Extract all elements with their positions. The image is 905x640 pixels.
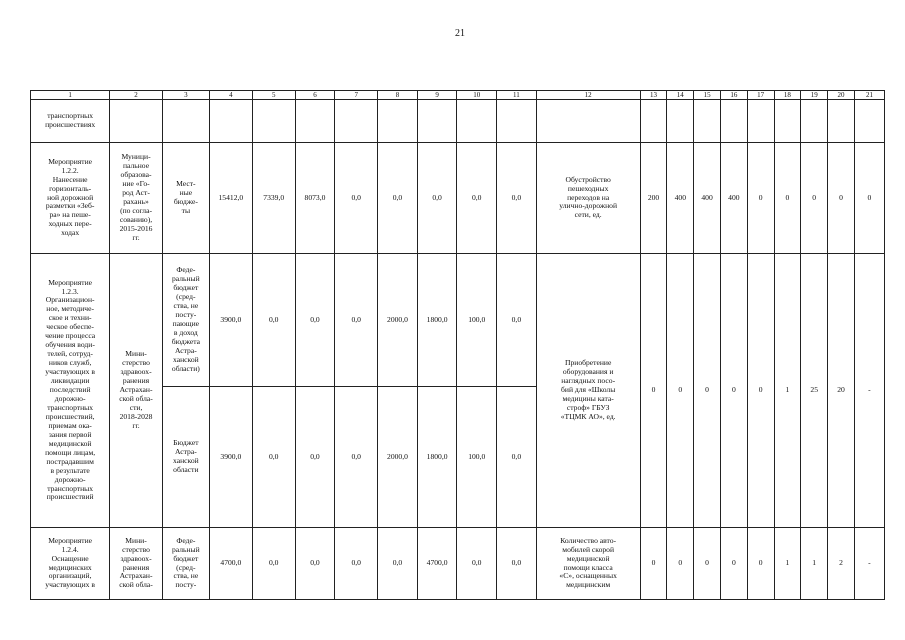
- indicator-cell: Количество авто- мобилей скорой медицинской помощи класса «С», оснащенных медицинским: [536, 528, 640, 600]
- funding-source-cell: Феде- ральный бюджет (сред- ства, не посту-: [162, 528, 209, 600]
- empty-cell: [457, 100, 497, 143]
- target-cell: 0: [747, 528, 774, 600]
- header-cell: 15: [694, 91, 721, 100]
- target-cell: 400: [720, 143, 747, 254]
- target-cell: 0: [640, 254, 667, 528]
- measure-name-cell: Мероприятие 1.2.2. Нанесение горизонталь- ной дорожной разметки «Зеб- ра» на пеше- ходных пере- ходах: [31, 143, 110, 254]
- value-cell: 15412,0: [209, 143, 252, 254]
- target-cell: 0: [694, 528, 721, 600]
- empty-cell: [378, 100, 418, 143]
- value-cell: 100,0: [457, 254, 497, 387]
- value-cell: 0,0: [295, 387, 335, 528]
- header-cell: 3: [162, 91, 209, 100]
- value-cell: 2000,0: [378, 387, 418, 528]
- value-cell: 0,0: [417, 143, 457, 254]
- value-cell: 0,0: [335, 143, 378, 254]
- table-row: [31, 528, 885, 600]
- empty-cell: [536, 100, 640, 143]
- target-cell: 400: [694, 143, 721, 254]
- table-row: [31, 143, 885, 254]
- value-cell: 4700,0: [417, 528, 457, 600]
- header-cell: 1: [31, 91, 110, 100]
- funding-source-cell: Мест- ные бюдже- ты: [162, 143, 209, 254]
- target-cell: 200: [640, 143, 667, 254]
- value-cell: 0,0: [295, 254, 335, 387]
- empty-cell: [497, 100, 537, 143]
- header-cell: 13: [640, 91, 667, 100]
- page-number: 21: [455, 28, 465, 39]
- executor-cell: Муници- пальное образова- ние «Го- род Аст- рахань» (по согла- сованию), 2015-2016 гг.: [110, 143, 163, 254]
- target-cell: 0: [720, 254, 747, 528]
- value-cell: 3900,0: [209, 254, 252, 387]
- header-cell: 12: [536, 91, 640, 100]
- empty-cell: [417, 100, 457, 143]
- table-row: [31, 100, 885, 143]
- header-cell: 11: [497, 91, 537, 100]
- measure-name-cell: Мероприятие 1.2.4. Оснащение медицинских организаций, участвующих в: [31, 528, 110, 600]
- target-cell: 0: [667, 528, 694, 600]
- header-cell: 10: [457, 91, 497, 100]
- header-cell: 2: [110, 91, 163, 100]
- header-cell: 6: [295, 91, 335, 100]
- target-cell: 1: [774, 254, 801, 528]
- empty-cell: [747, 100, 774, 143]
- empty-cell: [162, 100, 209, 143]
- target-cell: 0: [774, 143, 801, 254]
- value-cell: 0,0: [295, 528, 335, 600]
- value-cell: 0,0: [252, 528, 295, 600]
- target-cell: 0: [667, 254, 694, 528]
- header-cell: 7: [335, 91, 378, 100]
- target-cell: 1: [774, 528, 801, 600]
- target-cell: 0: [854, 143, 884, 254]
- empty-cell: [640, 100, 667, 143]
- value-cell: 0,0: [497, 387, 537, 528]
- header-cell: 9: [417, 91, 457, 100]
- empty-cell: [854, 100, 884, 143]
- value-cell: 0,0: [378, 143, 418, 254]
- value-cell: 4700,0: [209, 528, 252, 600]
- empty-cell: [720, 100, 747, 143]
- header-cell: 17: [747, 91, 774, 100]
- empty-cell: [694, 100, 721, 143]
- value-cell: 1800,0: [417, 387, 457, 528]
- empty-cell: [774, 100, 801, 143]
- measure-name-cell: Мероприятие 1.2.3. Организацион- ное, методиче- ское и техни- ческое обеспе- чение процесса обучения води- телей, сотруд- ников служб, участвующих в ликвидации последствий дорожно- транспортных происшествий, приемам ока- зания первой медицинской помощи лицам, пострадавшим в результате дорожно- транспортных происшествий: [31, 254, 110, 528]
- value-cell: 0,0: [252, 387, 295, 528]
- program-table: [30, 90, 885, 600]
- header-cell: 21: [854, 91, 884, 100]
- target-cell: -: [854, 528, 884, 600]
- empty-cell: [209, 100, 252, 143]
- header-cell: 16: [720, 91, 747, 100]
- value-cell: 0,0: [335, 528, 378, 600]
- target-cell: 0: [747, 143, 774, 254]
- value-cell: 8073,0: [295, 143, 335, 254]
- measure-name-cell: транспортных происшествиях: [31, 100, 110, 143]
- header-cell: 5: [252, 91, 295, 100]
- empty-cell: [295, 100, 335, 143]
- empty-cell: [667, 100, 694, 143]
- funding-source-cell: Бюджет Астра- ханской области: [162, 387, 209, 528]
- empty-cell: [335, 100, 378, 143]
- indicator-cell: Приобретение оборудования и наглядных посо- бий для «Школы медицины ката- строф» ГБУЗ «ТЦМК АО», ед.: [536, 254, 640, 528]
- target-cell: 0: [747, 254, 774, 528]
- header-cell: 18: [774, 91, 801, 100]
- value-cell: 1800,0: [417, 254, 457, 387]
- value-cell: 0,0: [378, 528, 418, 600]
- funding-source-cell: Феде- ральный бюджет (сред- ства, не посту- пающие в доход бюджета Астра- ханской области): [162, 254, 209, 387]
- table-row: [31, 254, 885, 387]
- value-cell: 2000,0: [378, 254, 418, 387]
- header-row: [31, 91, 885, 100]
- indicator-cell: Обустройство пешеходных переходов на улично-дорожной сети, ед.: [536, 143, 640, 254]
- value-cell: 0,0: [457, 143, 497, 254]
- target-cell: 2: [828, 528, 855, 600]
- value-cell: 3900,0: [209, 387, 252, 528]
- value-cell: 0,0: [497, 528, 537, 600]
- empty-cell: [252, 100, 295, 143]
- target-cell: 0: [720, 528, 747, 600]
- header-cell: 20: [828, 91, 855, 100]
- value-cell: 0,0: [457, 528, 497, 600]
- target-cell: 20: [828, 254, 855, 528]
- target-cell: 1: [801, 528, 828, 600]
- empty-cell: [828, 100, 855, 143]
- value-cell: 7339,0: [252, 143, 295, 254]
- target-cell: 0: [640, 528, 667, 600]
- target-cell: 0: [801, 143, 828, 254]
- value-cell: 0,0: [335, 254, 378, 387]
- header-cell: 19: [801, 91, 828, 100]
- empty-cell: [110, 100, 163, 143]
- target-cell: 25: [801, 254, 828, 528]
- header-cell: 8: [378, 91, 418, 100]
- header-cell: 4: [209, 91, 252, 100]
- executor-cell: Мини- стерство здравоох- ранения Астрахан- ской обла-: [110, 528, 163, 600]
- value-cell: 100,0: [457, 387, 497, 528]
- executor-cell: Мини- стерство здравоох- ранения Астрахан- ской обла- сти, 2018-2028 гг.: [110, 254, 163, 528]
- empty-cell: [801, 100, 828, 143]
- value-cell: 0,0: [497, 143, 537, 254]
- value-cell: 0,0: [335, 387, 378, 528]
- header-cell: 14: [667, 91, 694, 100]
- value-cell: 0,0: [252, 254, 295, 387]
- target-cell: 0: [694, 254, 721, 528]
- target-cell: 400: [667, 143, 694, 254]
- target-cell: -: [854, 254, 884, 528]
- target-cell: 0: [828, 143, 855, 254]
- value-cell: 0,0: [497, 254, 537, 387]
